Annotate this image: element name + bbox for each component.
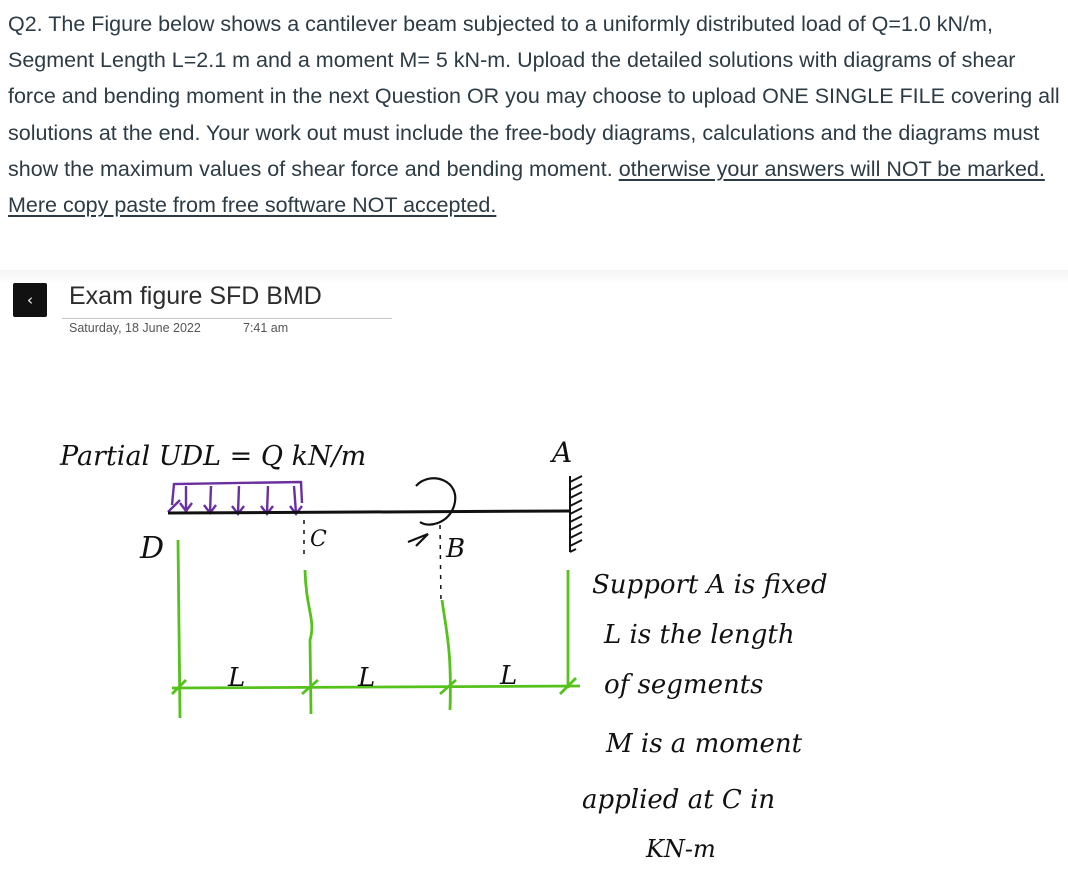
moment-arrowhead — [408, 534, 428, 546]
note-title: Exam figure SFD BMD — [69, 282, 322, 310]
beam-sketch — [0, 330, 1068, 888]
fixed-support — [570, 476, 582, 552]
beam — [168, 511, 570, 513]
handwritten-notes — [582, 570, 828, 863]
note-line-3: of segments — [604, 670, 764, 700]
udl-label: Partial UDL = Q kN/m — [60, 441, 367, 472]
label-c: C — [310, 527, 327, 552]
note-time: 7:41 am — [243, 321, 289, 335]
segment-label-2: L — [358, 663, 376, 693]
udl-load — [168, 482, 302, 514]
question-text — [8, 6, 1060, 223]
title-divider — [62, 318, 392, 319]
back-button[interactable] — [13, 283, 47, 317]
note-line-5: applied at C in — [582, 785, 776, 815]
label-a: A — [552, 436, 573, 469]
note-line-4: M is a moment — [606, 729, 803, 759]
note-line-6: KN-m — [646, 835, 716, 863]
moment-arrow — [416, 478, 455, 524]
note-date: Saturday, 18 June 2022 — [69, 321, 201, 335]
question-body: Q2. The Figure below shows a cantilever beam subjected to a uniformly distributed load of Q=1.0 kN/m, Segment Length L=2.1 m and a moment M= 5 kN-m. Upload the detailed solutions with diagrams of shear force and bending moment in the next Question OR you may choose to upload ONE SINGLE FILE covering all solutions at the end. Your work out must include the free-body diagrams, calculations and the diagrams must show the maximum values of shear force and bending moment. — [8, 12, 1060, 181]
label-b: B — [446, 534, 466, 564]
note-line-1: Support A is fixed — [592, 570, 828, 600]
question-warning: otherwise your answers will NOT be marked. Mere copy paste from free software NOT accepted. — [8, 156, 1045, 218]
chevron-left-icon: ‹ — [27, 291, 33, 309]
segment-label-1: L — [228, 663, 246, 693]
label-d: D — [140, 531, 165, 566]
note-line-2: L is the length — [604, 620, 795, 650]
segment-label-3: L — [500, 661, 518, 691]
